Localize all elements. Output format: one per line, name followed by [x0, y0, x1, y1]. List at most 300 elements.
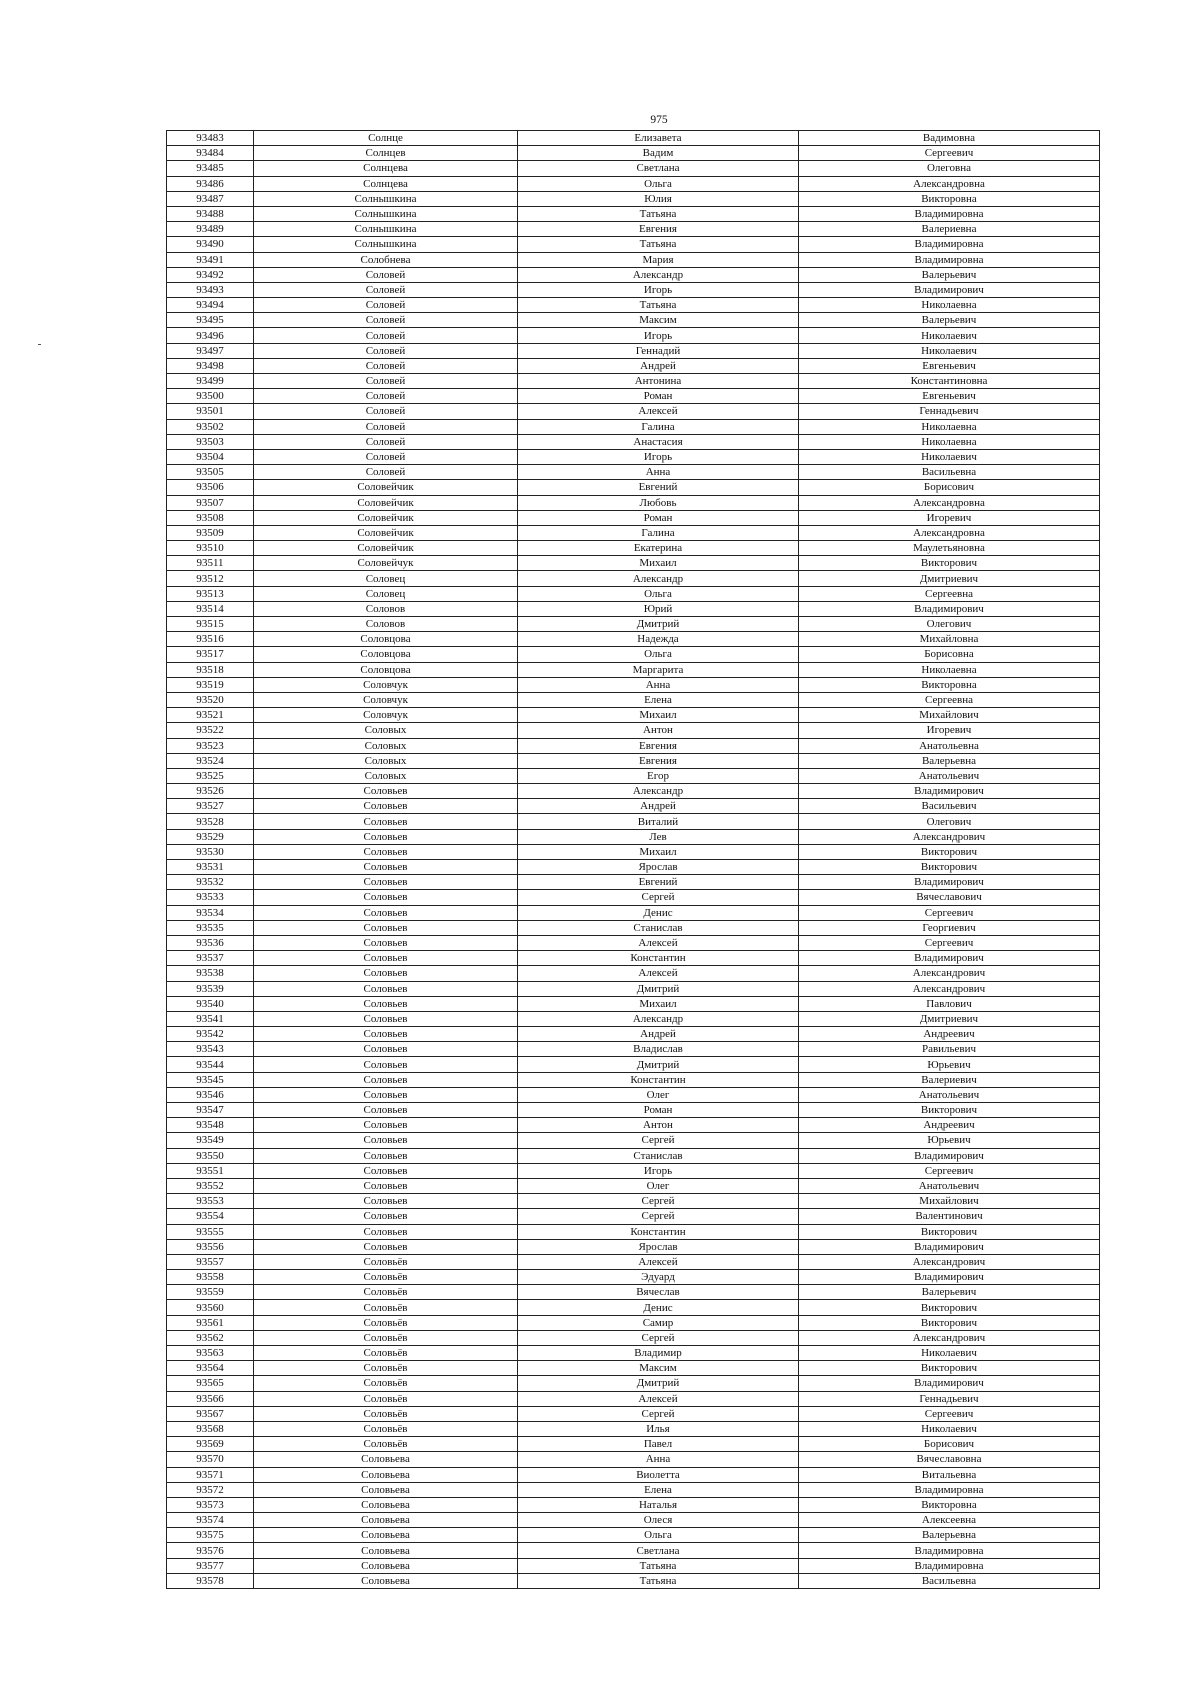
patronymic-cell: Павлович — [799, 996, 1100, 1011]
table-row — [167, 328, 1100, 343]
last-name-cell: Соловых — [254, 738, 518, 753]
record-number-cell: 93547 — [167, 1103, 254, 1118]
last-name-cell: Соловьёв — [254, 1330, 518, 1345]
patronymic-cell: Валерьевна — [799, 1528, 1100, 1543]
record-number-cell: 93575 — [167, 1528, 254, 1543]
last-name-cell: Соловьев — [254, 1072, 518, 1087]
patronymic-cell: Николаевич — [799, 1421, 1100, 1436]
first-name-cell: Михаил — [518, 996, 799, 1011]
first-name-cell: Константин — [518, 951, 799, 966]
last-name-cell: Соловьев — [254, 951, 518, 966]
first-name-cell: Надежда — [518, 632, 799, 647]
last-name-cell: Соловец — [254, 571, 518, 586]
table-row — [167, 677, 1100, 692]
patronymic-cell: Александрович — [799, 1254, 1100, 1269]
table-row — [167, 1361, 1100, 1376]
record-number-cell: 93536 — [167, 935, 254, 950]
last-name-cell: Солнышкина — [254, 206, 518, 221]
first-name-cell: Михаил — [518, 556, 799, 571]
record-number-cell: 93534 — [167, 905, 254, 920]
record-number-cell: 93541 — [167, 1011, 254, 1026]
record-number-cell: 93524 — [167, 753, 254, 768]
record-number-cell: 93529 — [167, 829, 254, 844]
patronymic-cell: Викторовна — [799, 1497, 1100, 1512]
last-name-cell: Соловов — [254, 601, 518, 616]
first-name-cell: Антон — [518, 723, 799, 738]
patronymic-cell: Андреевич — [799, 1118, 1100, 1133]
patronymic-cell: Владимирович — [799, 601, 1100, 616]
record-number-cell: 93561 — [167, 1315, 254, 1330]
last-name-cell: Солнце — [254, 131, 518, 146]
last-name-cell: Соловьев — [254, 860, 518, 875]
record-number-cell: 93492 — [167, 267, 254, 282]
last-name-cell: Соловей — [254, 374, 518, 389]
record-number-cell: 93553 — [167, 1194, 254, 1209]
patronymic-cell: Сергеевич — [799, 935, 1100, 950]
first-name-cell: Андрей — [518, 358, 799, 373]
patronymic-cell: Александрович — [799, 981, 1100, 996]
first-name-cell: Андрей — [518, 1027, 799, 1042]
table-row — [167, 358, 1100, 373]
table-row — [167, 1224, 1100, 1239]
patronymic-cell: Юрьевич — [799, 1133, 1100, 1148]
last-name-cell: Соловьев — [254, 1178, 518, 1193]
first-name-cell: Светлана — [518, 1543, 799, 1558]
record-number-cell: 93505 — [167, 465, 254, 480]
first-name-cell: Михаил — [518, 708, 799, 723]
record-number-cell: 93542 — [167, 1027, 254, 1042]
record-number-cell: 93487 — [167, 191, 254, 206]
table-row — [167, 1133, 1100, 1148]
record-number-cell: 93540 — [167, 996, 254, 1011]
first-name-cell: Ольга — [518, 176, 799, 191]
patronymic-cell: Валерьевна — [799, 753, 1100, 768]
patronymic-cell: Викторович — [799, 860, 1100, 875]
patronymic-cell: Геннадьевич — [799, 1391, 1100, 1406]
record-number-cell: 93525 — [167, 768, 254, 783]
record-number-cell: 93551 — [167, 1163, 254, 1178]
patronymic-cell: Вадимовна — [799, 131, 1100, 146]
last-name-cell: Соловьева — [254, 1513, 518, 1528]
last-name-cell: Соловчук — [254, 677, 518, 692]
last-name-cell: Соловьев — [254, 935, 518, 950]
first-name-cell: Мария — [518, 252, 799, 267]
record-number-cell: 93555 — [167, 1224, 254, 1239]
record-number-cell: 93578 — [167, 1573, 254, 1588]
patronymic-cell: Валерьевич — [799, 267, 1100, 282]
last-name-cell: Солобнева — [254, 252, 518, 267]
last-name-cell: Соловьёв — [254, 1285, 518, 1300]
record-number-cell: 93559 — [167, 1285, 254, 1300]
first-name-cell: Юлия — [518, 191, 799, 206]
first-name-cell: Елена — [518, 692, 799, 707]
table-row — [167, 161, 1100, 176]
first-name-cell: Игорь — [518, 1163, 799, 1178]
table-row — [167, 1330, 1100, 1345]
record-number-cell: 93493 — [167, 282, 254, 297]
first-name-cell: Роман — [518, 389, 799, 404]
last-name-cell: Соловьёв — [254, 1346, 518, 1361]
table-row — [167, 389, 1100, 404]
table-row — [167, 404, 1100, 419]
scan-speck — [38, 344, 41, 345]
record-number-cell: 93485 — [167, 161, 254, 176]
last-name-cell: Соловьев — [254, 1011, 518, 1026]
last-name-cell: Соловьева — [254, 1467, 518, 1482]
table-row — [167, 510, 1100, 525]
patronymic-cell: Евгеньевич — [799, 389, 1100, 404]
table-row — [167, 692, 1100, 707]
last-name-cell: Соловей — [254, 419, 518, 434]
record-number-cell: 93512 — [167, 571, 254, 586]
patronymic-cell: Михайловна — [799, 632, 1100, 647]
table-row — [167, 222, 1100, 237]
table-row — [167, 267, 1100, 282]
table-row — [167, 768, 1100, 783]
patronymic-cell: Викторовна — [799, 191, 1100, 206]
patronymic-cell: Олеговна — [799, 161, 1100, 176]
record-number-cell: 93537 — [167, 951, 254, 966]
last-name-cell: Солнцев — [254, 146, 518, 161]
table-row — [167, 1376, 1100, 1391]
table-row — [167, 890, 1100, 905]
first-name-cell: Лев — [518, 829, 799, 844]
patronymic-cell: Николаевич — [799, 328, 1100, 343]
table-row — [167, 860, 1100, 875]
patronymic-cell: Владимирович — [799, 784, 1100, 799]
table-row — [167, 252, 1100, 267]
patronymic-cell: Николаевич — [799, 449, 1100, 464]
last-name-cell: Соловейчик — [254, 480, 518, 495]
first-name-cell: Галина — [518, 525, 799, 540]
table-row — [167, 434, 1100, 449]
first-name-cell: Любовь — [518, 495, 799, 510]
last-name-cell: Соловей — [254, 449, 518, 464]
first-name-cell: Олег — [518, 1087, 799, 1102]
record-number-cell: 93494 — [167, 298, 254, 313]
patronymic-cell: Валентинович — [799, 1209, 1100, 1224]
record-number-cell: 93520 — [167, 692, 254, 707]
last-name-cell: Соловей — [254, 404, 518, 419]
first-name-cell: Ярослав — [518, 860, 799, 875]
table-row — [167, 1103, 1100, 1118]
record-number-cell: 93571 — [167, 1467, 254, 1482]
record-number-cell: 93564 — [167, 1361, 254, 1376]
patronymic-cell: Николаевна — [799, 298, 1100, 313]
patronymic-cell: Владимирович — [799, 951, 1100, 966]
patronymic-cell: Николаевич — [799, 343, 1100, 358]
record-number-cell: 93574 — [167, 1513, 254, 1528]
table-row — [167, 951, 1100, 966]
patronymic-cell: Геннадьевич — [799, 404, 1100, 419]
patronymic-cell: Игоревич — [799, 510, 1100, 525]
first-name-cell: Игорь — [518, 328, 799, 343]
first-name-cell: Евгения — [518, 753, 799, 768]
record-number-cell: 93570 — [167, 1452, 254, 1467]
first-name-cell: Виолетта — [518, 1467, 799, 1482]
record-number-cell: 93510 — [167, 541, 254, 556]
last-name-cell: Соловьев — [254, 1224, 518, 1239]
table-row — [167, 905, 1100, 920]
table-row — [167, 1194, 1100, 1209]
patronymic-cell: Юрьевич — [799, 1057, 1100, 1072]
record-number-cell: 93515 — [167, 617, 254, 632]
record-number-cell: 93546 — [167, 1087, 254, 1102]
patronymic-cell: Борисович — [799, 1437, 1100, 1452]
record-number-cell: 93576 — [167, 1543, 254, 1558]
patronymic-cell: Борисович — [799, 480, 1100, 495]
table-row — [167, 920, 1100, 935]
record-number-cell: 93566 — [167, 1391, 254, 1406]
first-name-cell: Денис — [518, 1300, 799, 1315]
first-name-cell: Маргарита — [518, 662, 799, 677]
first-name-cell: Константин — [518, 1072, 799, 1087]
patronymic-cell: Игоревич — [799, 723, 1100, 738]
patronymic-cell: Васильевна — [799, 465, 1100, 480]
table-row — [167, 1027, 1100, 1042]
first-name-cell: Татьяна — [518, 237, 799, 252]
patronymic-cell: Владимирович — [799, 1239, 1100, 1254]
record-number-cell: 93565 — [167, 1376, 254, 1391]
table-row — [167, 617, 1100, 632]
record-number-cell: 93562 — [167, 1330, 254, 1345]
last-name-cell: Соловьев — [254, 1103, 518, 1118]
table-row — [167, 844, 1100, 859]
record-number-cell: 93511 — [167, 556, 254, 571]
last-name-cell: Соловьева — [254, 1482, 518, 1497]
patronymic-cell: Анатольевич — [799, 768, 1100, 783]
patronymic-cell: Владимировна — [799, 252, 1100, 267]
table-row — [167, 1042, 1100, 1057]
last-name-cell: Соловейчик — [254, 525, 518, 540]
last-name-cell: Соловьев — [254, 1194, 518, 1209]
record-number-cell: 93548 — [167, 1118, 254, 1133]
patronymic-cell: Константиновна — [799, 374, 1100, 389]
patronymic-cell: Викторович — [799, 1315, 1100, 1330]
table-row — [167, 586, 1100, 601]
patronymic-cell: Николаевна — [799, 662, 1100, 677]
patronymic-cell: Алексеевна — [799, 1513, 1100, 1528]
record-number-cell: 93514 — [167, 601, 254, 616]
table-row — [167, 1011, 1100, 1026]
table-row — [167, 996, 1100, 1011]
first-name-cell: Александр — [518, 267, 799, 282]
patronymic-cell: Владимирович — [799, 1270, 1100, 1285]
table-row — [167, 1087, 1100, 1102]
table-row — [167, 1406, 1100, 1421]
patronymic-cell: Васильевич — [799, 799, 1100, 814]
first-name-cell: Алексей — [518, 966, 799, 981]
record-number-cell: 93567 — [167, 1406, 254, 1421]
patronymic-cell: Анатольевич — [799, 1178, 1100, 1193]
record-number-cell: 93572 — [167, 1482, 254, 1497]
patronymic-cell: Сергеевна — [799, 692, 1100, 707]
patronymic-cell: Васильевна — [799, 1573, 1100, 1588]
table-row — [167, 1482, 1100, 1497]
last-name-cell: Соловьев — [254, 996, 518, 1011]
table-row — [167, 1497, 1100, 1512]
first-name-cell: Евгений — [518, 480, 799, 495]
first-name-cell: Роман — [518, 510, 799, 525]
last-name-cell: Соловых — [254, 753, 518, 768]
first-name-cell: Денис — [518, 905, 799, 920]
table-row — [167, 1254, 1100, 1269]
first-name-cell: Татьяна — [518, 298, 799, 313]
table-row — [167, 1148, 1100, 1163]
first-name-cell: Елена — [518, 1482, 799, 1497]
first-name-cell: Владислав — [518, 1042, 799, 1057]
first-name-cell: Евгения — [518, 738, 799, 753]
table-row — [167, 374, 1100, 389]
record-number-cell: 93531 — [167, 860, 254, 875]
first-name-cell: Ольга — [518, 586, 799, 601]
table-row — [167, 966, 1100, 981]
record-number-cell: 93484 — [167, 146, 254, 161]
record-number-cell: 93486 — [167, 176, 254, 191]
last-name-cell: Соловчук — [254, 708, 518, 723]
last-name-cell: Соловьева — [254, 1573, 518, 1588]
table-row — [167, 1239, 1100, 1254]
last-name-cell: Соловьев — [254, 844, 518, 859]
first-name-cell: Александр — [518, 1011, 799, 1026]
table-row — [167, 1300, 1100, 1315]
record-number-cell: 93569 — [167, 1437, 254, 1452]
patronymic-cell: Михайлович — [799, 708, 1100, 723]
first-name-cell: Евгения — [518, 222, 799, 237]
first-name-cell: Антонина — [518, 374, 799, 389]
first-name-cell: Олеся — [518, 1513, 799, 1528]
table-row — [167, 1421, 1100, 1436]
patronymic-cell: Равильевич — [799, 1042, 1100, 1057]
first-name-cell: Сергей — [518, 1330, 799, 1345]
last-name-cell: Соловьев — [254, 890, 518, 905]
first-name-cell: Роман — [518, 1103, 799, 1118]
patronymic-cell: Маулетьяновна — [799, 541, 1100, 556]
last-name-cell: Соловьёв — [254, 1300, 518, 1315]
first-name-cell: Евгений — [518, 875, 799, 890]
table-row — [167, 784, 1100, 799]
table-row — [167, 1543, 1100, 1558]
last-name-cell: Соловых — [254, 768, 518, 783]
table-row — [167, 1452, 1100, 1467]
last-name-cell: Соловей — [254, 313, 518, 328]
first-name-cell: Анастасия — [518, 434, 799, 449]
last-name-cell: Соловьева — [254, 1528, 518, 1543]
first-name-cell: Екатерина — [518, 541, 799, 556]
first-name-cell: Александр — [518, 784, 799, 799]
first-name-cell: Владимир — [518, 1346, 799, 1361]
patronymic-cell: Сергеевна — [799, 586, 1100, 601]
table-row — [167, 1057, 1100, 1072]
first-name-cell: Вячеслав — [518, 1285, 799, 1300]
table-row — [167, 814, 1100, 829]
last-name-cell: Соловых — [254, 723, 518, 738]
record-number-cell: 93502 — [167, 419, 254, 434]
record-number-cell: 93568 — [167, 1421, 254, 1436]
table-row — [167, 525, 1100, 540]
patronymic-cell: Валерьевич — [799, 1285, 1100, 1300]
first-name-cell: Максим — [518, 313, 799, 328]
patronymic-cell: Сергеевич — [799, 146, 1100, 161]
patronymic-cell: Борисовна — [799, 647, 1100, 662]
last-name-cell: Солнышкина — [254, 191, 518, 206]
table-row — [167, 662, 1100, 677]
record-number-cell: 93545 — [167, 1072, 254, 1087]
record-number-cell: 93509 — [167, 525, 254, 540]
last-name-cell: Соловьев — [254, 1057, 518, 1072]
first-name-cell: Наталья — [518, 1497, 799, 1512]
first-name-cell: Елизавета — [518, 131, 799, 146]
last-name-cell: Соловьёв — [254, 1391, 518, 1406]
last-name-cell: Соловьев — [254, 920, 518, 935]
last-name-cell: Соловьёв — [254, 1421, 518, 1436]
patronymic-cell: Витальевна — [799, 1467, 1100, 1482]
registry-body — [167, 131, 1100, 1589]
first-name-cell: Вадим — [518, 146, 799, 161]
patronymic-cell: Викторович — [799, 844, 1100, 859]
record-number-cell: 93490 — [167, 237, 254, 252]
last-name-cell: Соловьев — [254, 829, 518, 844]
first-name-cell: Максим — [518, 1361, 799, 1376]
last-name-cell: Соловчук — [254, 692, 518, 707]
record-number-cell: 93497 — [167, 343, 254, 358]
last-name-cell: Соловьев — [254, 966, 518, 981]
table-row — [167, 131, 1100, 146]
record-number-cell: 93528 — [167, 814, 254, 829]
first-name-cell: Алексей — [518, 1254, 799, 1269]
last-name-cell: Соловьёв — [254, 1437, 518, 1452]
last-name-cell: Соловьев — [254, 1163, 518, 1178]
patronymic-cell: Вячеславович — [799, 890, 1100, 905]
record-number-cell: 93557 — [167, 1254, 254, 1269]
last-name-cell: Соловцова — [254, 647, 518, 662]
patronymic-cell: Андреевич — [799, 1027, 1100, 1042]
patronymic-cell: Олегович — [799, 617, 1100, 632]
table-row — [167, 206, 1100, 221]
patronymic-cell: Викторович — [799, 1224, 1100, 1239]
patronymic-cell: Дмитриевич — [799, 1011, 1100, 1026]
patronymic-cell: Викторовна — [799, 677, 1100, 692]
first-name-cell: Ольга — [518, 1528, 799, 1543]
last-name-cell: Соловьёв — [254, 1376, 518, 1391]
first-name-cell: Юрий — [518, 601, 799, 616]
record-number-cell: 93491 — [167, 252, 254, 267]
last-name-cell: Соловьева — [254, 1497, 518, 1512]
record-number-cell: 93504 — [167, 449, 254, 464]
record-number-cell: 93538 — [167, 966, 254, 981]
table-row — [167, 1163, 1100, 1178]
table-row — [167, 1270, 1100, 1285]
last-name-cell: Соловьев — [254, 1118, 518, 1133]
patronymic-cell: Анатольевич — [799, 1087, 1100, 1102]
record-number-cell: 93496 — [167, 328, 254, 343]
record-number-cell: 93535 — [167, 920, 254, 935]
table-row — [167, 875, 1100, 890]
patronymic-cell: Николаевна — [799, 434, 1100, 449]
last-name-cell: Соловей — [254, 358, 518, 373]
patronymic-cell: Олегович — [799, 814, 1100, 829]
last-name-cell: Соловьев — [254, 905, 518, 920]
record-number-cell: 93483 — [167, 131, 254, 146]
patronymic-cell: Александровна — [799, 525, 1100, 540]
patronymic-cell: Викторович — [799, 1361, 1100, 1376]
record-number-cell: 93499 — [167, 374, 254, 389]
last-name-cell: Солнцева — [254, 176, 518, 191]
first-name-cell: Анна — [518, 677, 799, 692]
first-name-cell: Галина — [518, 419, 799, 434]
record-number-cell: 93552 — [167, 1178, 254, 1193]
first-name-cell: Сергей — [518, 1406, 799, 1421]
